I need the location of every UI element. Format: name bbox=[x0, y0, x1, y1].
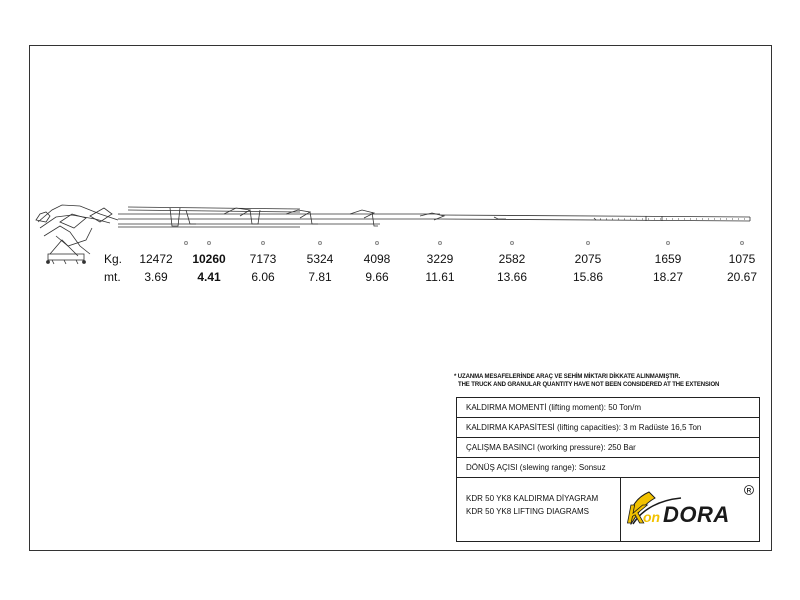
spec-slewing: DÖNÜŞ AÇISI (slewing range): Sonsuz bbox=[457, 458, 759, 478]
boom-point-marker bbox=[438, 241, 442, 245]
spec-moment: KALDIRMA MOMENTİ (lifting moment): 50 Ton/m bbox=[457, 398, 759, 418]
mt-value: 15.86 bbox=[572, 270, 604, 284]
mt-value: 11.61 bbox=[425, 270, 455, 284]
mt-value: 13.66 bbox=[496, 270, 528, 284]
boom-point-marker bbox=[740, 241, 744, 245]
kg-row-label: Kg. bbox=[104, 252, 123, 266]
boom-point-marker bbox=[586, 241, 590, 245]
spec-table bbox=[456, 397, 760, 542]
mt-value: 7.81 bbox=[308, 270, 332, 284]
kg-value: 7173 bbox=[249, 252, 277, 266]
boom-point-marker bbox=[318, 241, 322, 245]
svg-text:on: on bbox=[643, 509, 661, 525]
kg-value: 2582 bbox=[498, 252, 526, 266]
mt-value: 20.67 bbox=[726, 270, 758, 284]
svg-text:R: R bbox=[746, 487, 752, 495]
spec-pressure: ÇALIŞMA BASINCI (working pressure): 250 Bar bbox=[457, 438, 759, 458]
kg-value: 3229 bbox=[426, 252, 454, 266]
mt-value: 18.27 bbox=[652, 270, 684, 284]
svg-text:DORA: DORA bbox=[663, 502, 730, 527]
kg-value: 1659 bbox=[654, 252, 682, 266]
boom-point-marker bbox=[510, 241, 514, 245]
diagram-title bbox=[457, 478, 621, 542]
spec-capacity: KALDIRMA KAPASİTESİ (lifting capacities): 3 m Radüste 16,5 Ton bbox=[457, 418, 759, 438]
boom-point-marker bbox=[261, 241, 265, 245]
mt-value: 4.41 bbox=[197, 270, 221, 284]
kg-value: 1075 bbox=[728, 252, 756, 266]
note-line-en: THE TRUCK AND GRANULAR QUANTITY HAVE NOT BEEN CONSIDERED AT THE EXTENSION bbox=[458, 382, 720, 388]
boom-point-marker bbox=[207, 241, 211, 245]
title-en: KDR 50 YK8 LIFTING DIAGRAMS bbox=[466, 507, 589, 516]
kg-value: 10260 bbox=[192, 252, 226, 266]
kg-value: 5324 bbox=[306, 252, 334, 266]
boom-point-marker bbox=[375, 241, 379, 245]
mt-value: 3.69 bbox=[144, 270, 168, 284]
kg-value: 12472 bbox=[139, 252, 173, 266]
mt-row-label: mt. bbox=[104, 270, 121, 284]
note-line-tr: * UZANMA MESAFELERİNDE ARAÇ VE SEHİM MİKTARI DİKKATE ALINMAMIŞTIR. bbox=[454, 374, 681, 380]
kondora-logo bbox=[621, 478, 759, 542]
title-tr: KDR 50 YK8 KALDIRMA DİYAGRAM bbox=[466, 494, 599, 503]
boom-point-marker bbox=[184, 241, 188, 245]
svg-text:K: K bbox=[627, 499, 646, 529]
kg-value: 2075 bbox=[574, 252, 602, 266]
mt-value: 6.06 bbox=[251, 270, 275, 284]
kg-value: 4098 bbox=[363, 252, 391, 266]
boom-point-marker bbox=[666, 241, 670, 245]
mt-value: 9.66 bbox=[365, 270, 389, 284]
